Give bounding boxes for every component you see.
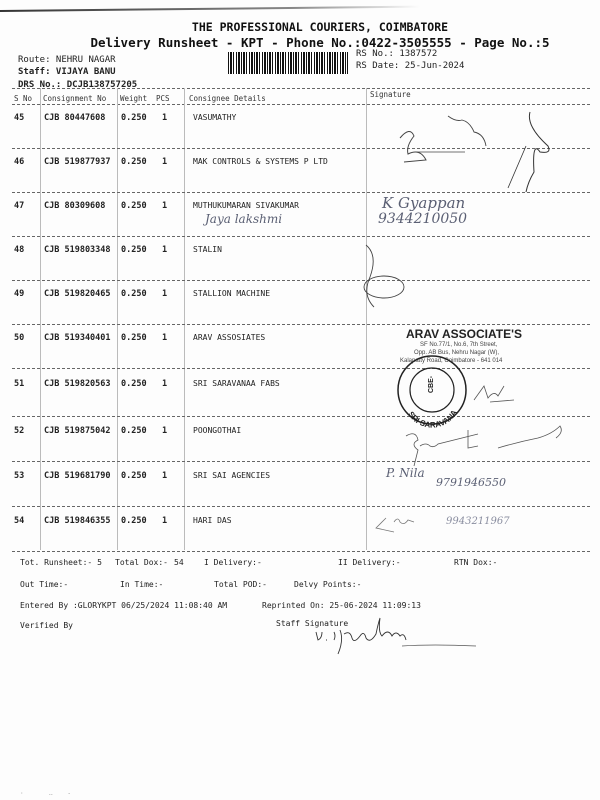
stamp-ring-label: SRI SARAVANAA [393,347,459,430]
row-rule [12,324,590,325]
drs-number: DRS No.: DCJB138757205 [18,80,138,90]
cell-sno: 46 [14,157,25,167]
stamp-inner-text: CBE- [428,375,435,393]
row-rule [12,416,590,417]
cell-pcs: 1 [162,157,168,167]
entered-by: Entered By :GLORYKPT 06/25/2024 11:08:40 AM [20,601,228,610]
barcode [228,52,348,74]
header-consignee: Consignee Details [189,94,266,103]
handwritten-phone-row54: 9943211967 [446,516,510,527]
header-bottom-rule [12,104,590,105]
cell-pcs: 1 [162,201,168,211]
cell-consignee: VASUMATHY [193,113,237,122]
runsheet-subtitle: Delivery Runsheet - KPT - Phone No.:0422-3505555 - Page No.:5 [90,35,550,50]
cell-consignment-no: CJB 519875042 [44,426,111,436]
row-rule [12,280,590,281]
cell-consignment-no: CJB 80447608 [44,113,106,123]
cell-sno: 47 [14,201,25,211]
handwritten-receiver-name: Jaya lakshmi [205,212,283,226]
signature-row54 [372,512,422,538]
handwritten-phone-row53: 9791946550 [436,476,506,489]
delvy-points: Delvy Points:- [294,580,362,589]
cell-consignment-no: CJB 519803348 [44,245,111,255]
total-pod: Total POD:- [214,580,267,589]
cell-consignee: MUTHUKUMARAN SIVAKUMAR [193,201,299,210]
scan-specks: · ‥ - [20,790,71,797]
header-sno: S No [14,94,33,103]
stamp-arav-line1: SF No.77/1, No.6, 7th Street, [420,342,498,348]
cell-consignee: STALLION MACHINE [193,289,271,298]
ii-delivery: II Delivery:- [338,558,401,567]
cell-pcs: 1 [162,289,168,299]
route-label: Route: NEHRU NAGAR [18,55,116,65]
cell-pcs: 1 [162,113,168,123]
table-bottom-rule [12,551,590,552]
cell-pcs: 1 [162,426,168,436]
stamp-arav-line3: Kalapatty Road, Coimbatore - 641 014 [400,358,503,364]
cell-weight: 0.250 [121,201,147,211]
staff-signature [312,624,482,660]
rs-date: RS Date: 25-Jun-2024 [356,61,465,71]
cell-weight: 0.250 [121,379,147,389]
cell-weight: 0.250 [121,289,147,299]
reprinted-on: Reprinted On: 25-06-2024 11:09:13 [262,601,421,610]
cell-pcs: 1 [162,379,168,389]
signature-row45 [390,108,590,198]
table-top-rule [12,88,590,89]
cell-sno: 45 [14,113,25,123]
cell-consignee: SRI SARAVANAA FABS [193,379,280,388]
table-row [0,245,600,288]
header-weight: Weight [120,94,148,103]
cell-pcs: 1 [162,333,168,343]
table-row [0,289,600,332]
header-consignment: Consignment No [43,94,107,103]
total-dox-label: Total Dox:- [115,558,168,567]
signature-row48 [362,245,422,315]
cell-weight: 0.250 [121,333,147,343]
rs-number: RS No.: 1387572 [356,49,438,59]
cell-consignment-no: CJB 519846355 [44,516,111,526]
company-title: THE PROFESSIONAL COURIERS, COIMBATORE [191,20,449,34]
stamp-arav-line2: Opp. AB Bus, Nehru Nagar (W), [414,350,500,356]
total-dox-value: 54 [174,558,184,567]
signature-row51 [470,380,530,410]
cell-weight: 0.250 [121,516,147,526]
verified-by: Verified By [20,621,73,630]
handwritten-signature-name: K Gyappan [382,194,466,212]
cell-weight: 0.250 [121,426,147,436]
cell-weight: 0.250 [121,245,147,255]
cell-sno: 53 [14,471,25,481]
cell-consignment-no: CJB 519820465 [44,289,111,299]
cell-weight: 0.250 [121,113,147,123]
stamp-ring-text [393,347,459,430]
stamp-arav-name: ARAV ASSOCIATE'S [406,327,522,341]
cell-sno: 54 [14,516,25,526]
i-delivery: I Delivery:- [204,558,262,567]
cell-pcs: 1 [162,471,168,481]
row-rule [12,368,590,369]
cell-consignment-no: CJB 519820563 [44,379,111,389]
cell-consignee: POONGOTHAI [193,426,242,435]
cell-sno: 50 [14,333,25,343]
cell-pcs: 1 [162,516,168,526]
tot-runsheet: Tot. Runsheet:- 5 [20,558,102,567]
cell-weight: 0.250 [121,157,147,167]
staff-signature-label: Staff Signature [276,619,349,628]
cell-pcs: 1 [162,245,168,255]
handwritten-phone: 9344210050 [378,211,468,227]
cell-sno: 49 [14,289,25,299]
signature-row52 [398,424,598,464]
cell-sno: 48 [14,245,25,255]
cell-consignment-no: CJB 519681790 [44,471,111,481]
cell-consignee: MAK CONTROLS & SYSTEMS P LTD [193,157,328,166]
cell-sno: 52 [14,426,25,436]
scan-edge-line [0,6,420,12]
table-row [0,471,600,514]
cell-consignment-no: CJB 80309608 [44,201,106,211]
cell-consignee: SRI SAI AGENCIES [193,471,271,480]
row-rule [12,506,590,507]
cell-sno: 51 [14,379,25,389]
in-time: In Time:- [120,580,164,589]
cell-consignee: HARI DAS [193,516,232,525]
header-pcs: PCS [156,94,170,103]
cell-consignee: STALIN [193,245,222,254]
rtn-dox: RTN Dox:- [454,558,498,567]
handwritten-signature-row53: P. Nila [386,466,425,480]
cell-consignment-no: CJB 519877937 [44,157,111,167]
out-time: Out Time:- [20,580,69,589]
row-rule [12,236,590,237]
staff-label: Staff: VIJAYA BANU [18,67,116,77]
header-signature: Signature [370,90,411,99]
cell-consignee: ARAV ASSOSIATES [193,333,266,342]
cell-consignment-no: CJB 519340401 [44,333,111,343]
table-row [0,516,600,559]
cell-weight: 0.250 [121,471,147,481]
table-row [0,201,600,244]
